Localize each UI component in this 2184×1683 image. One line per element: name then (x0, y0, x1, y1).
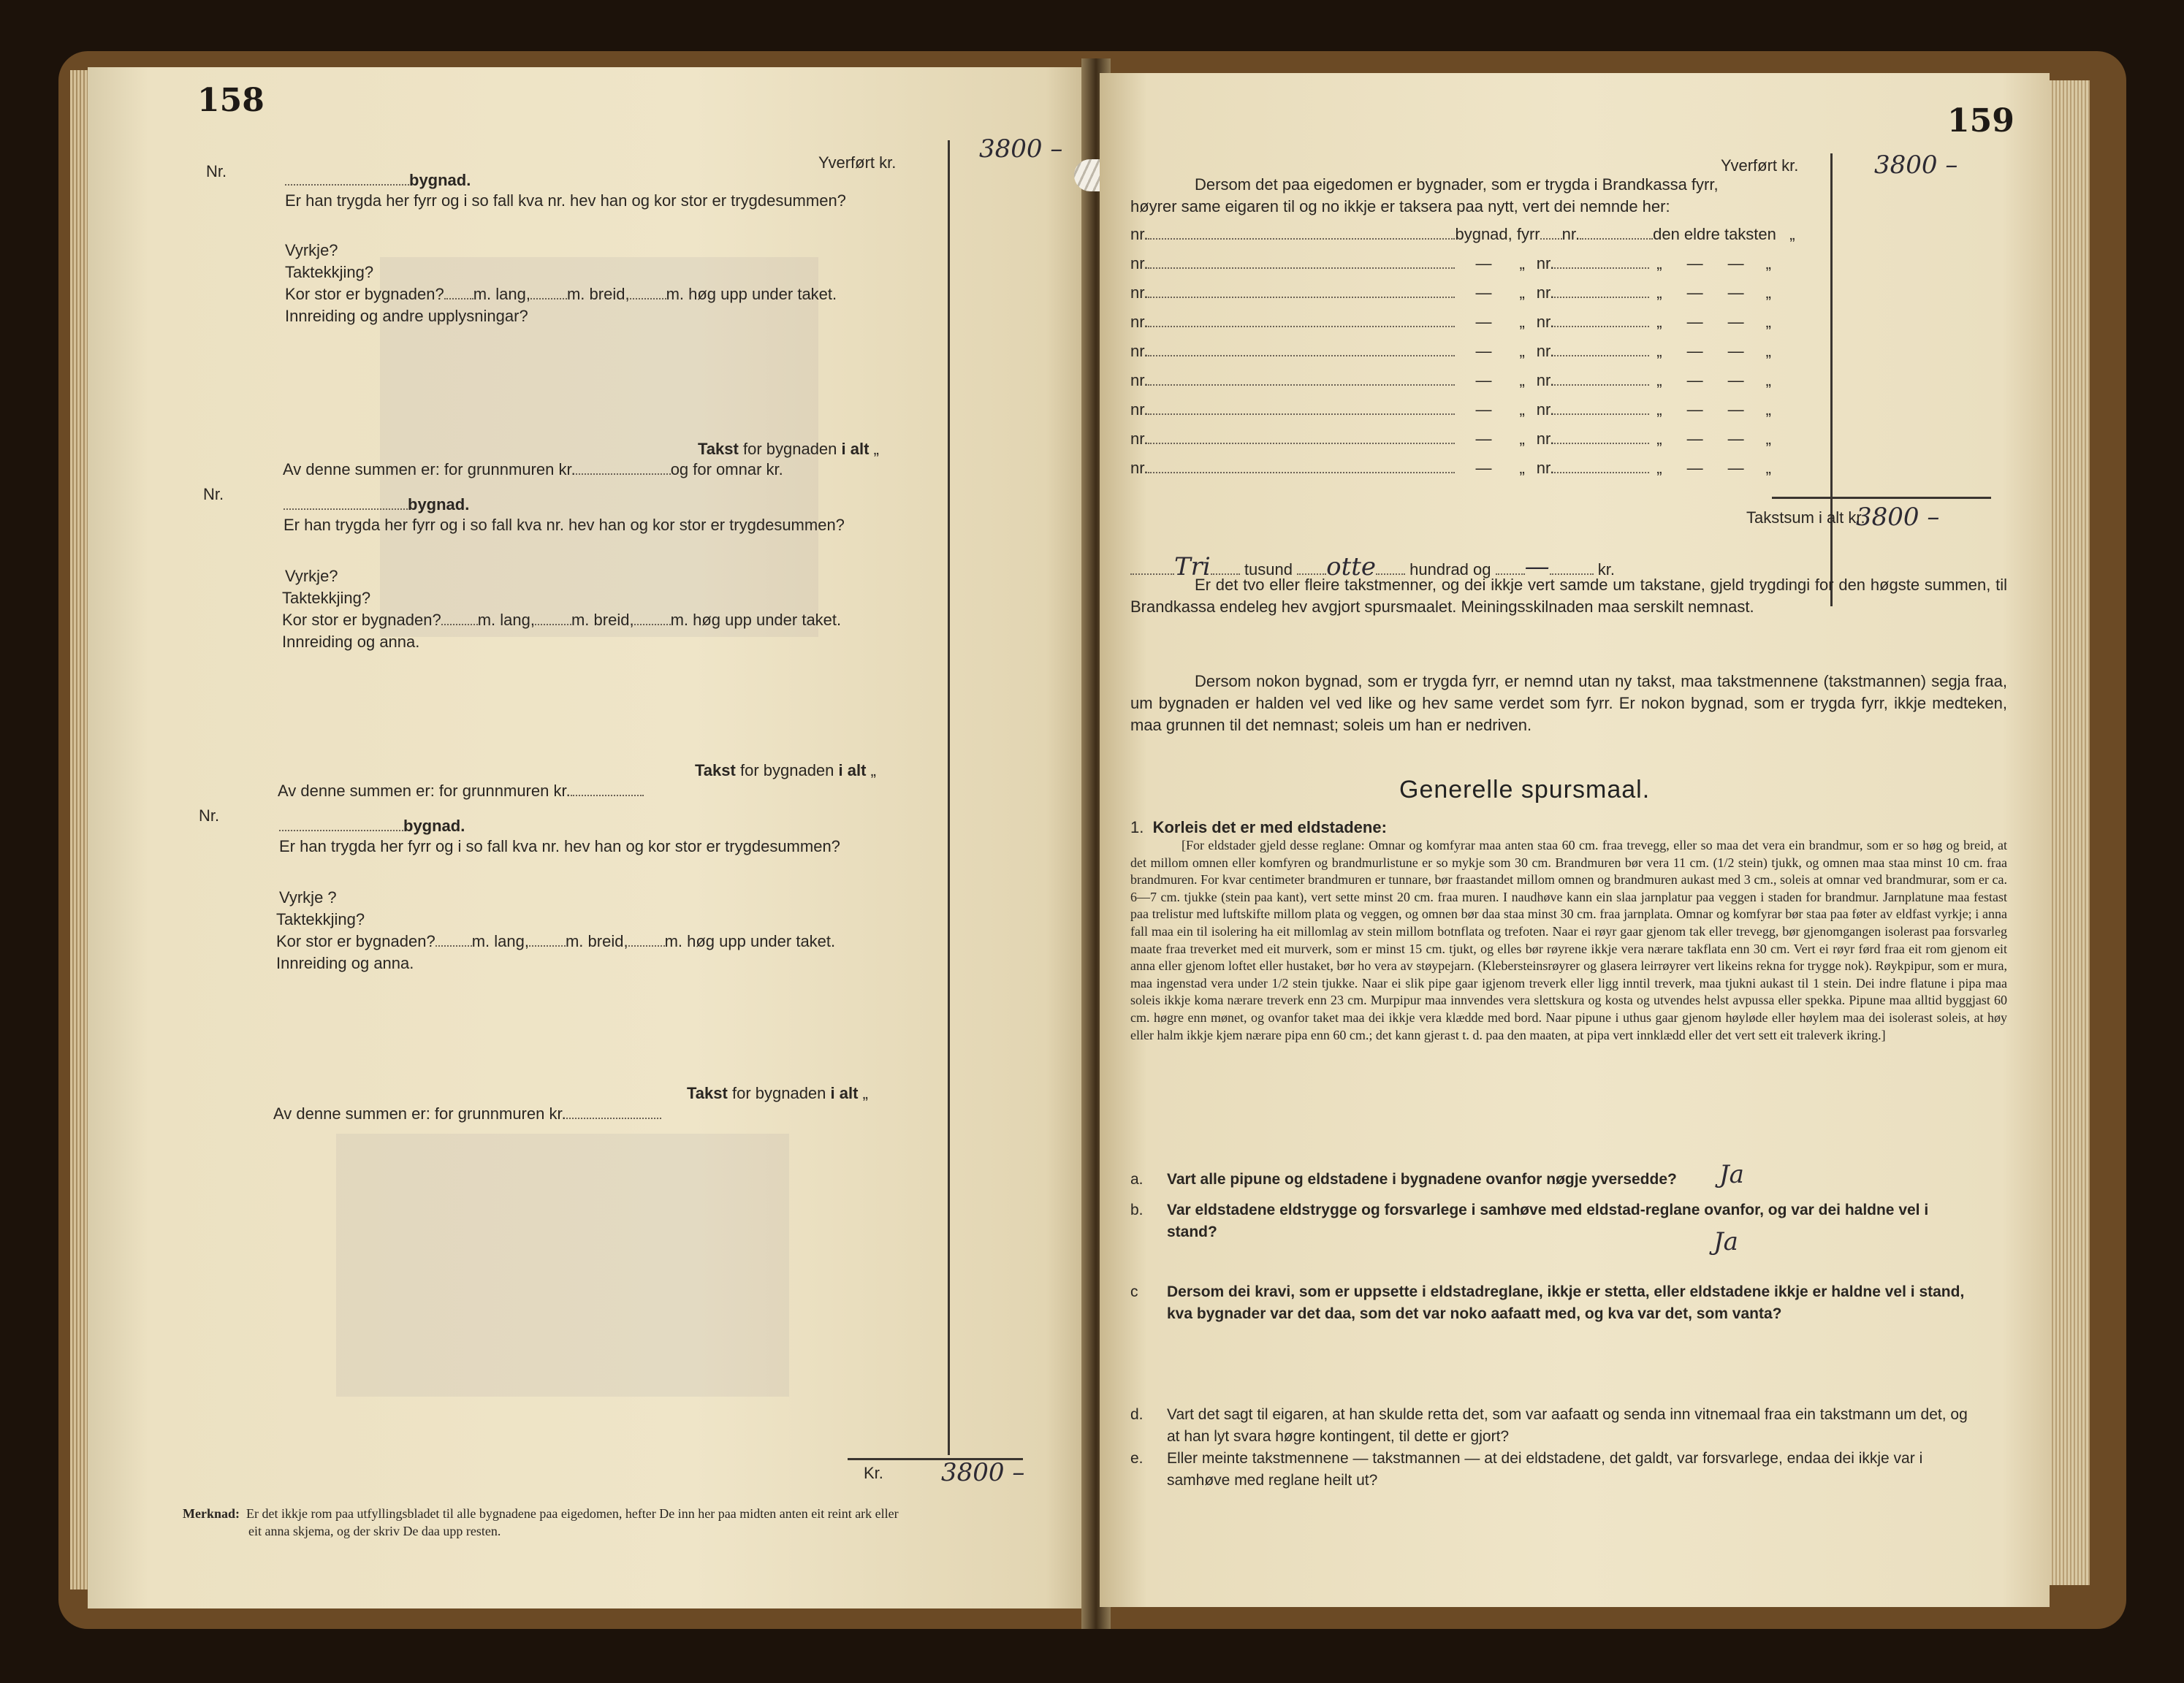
prev-building-row: nr. — „ nr. „ — — „ (1130, 459, 1771, 477)
av-denne-line: Av denne summen er: for grunnmuren kr. (273, 1104, 661, 1123)
vyrkje-question: Vyrkje? (285, 567, 338, 585)
bygnad-line: bygnad. (284, 495, 469, 514)
question-d-text: Vart det sagt til eigaren, at han skulde retta det, som var aafaatt og senda inn vitnemaal fraa ein takstmann um det, og at han lyt svara høgre kontingent, til dette er gjort? (1167, 1406, 1968, 1445)
left-page (88, 67, 1096, 1608)
paragraph-unassessed: Dersom nokon bygnad, som er trygda fyrr, er nemnd utan ny takst, maa takstmennene (takstmannen) segja fraa, um bygnaden er halden vel ved like og hev same verdet som fyrr. Er nokon bygnad, som er trygda fyrr, ikkje medteken, maa grunnen til det nemnast; soleis um han er nedriven. (1130, 672, 2007, 734)
carried-label: Yverført kr. (818, 153, 897, 172)
prev-building-row: nr. — „ nr. „ — — „ (1130, 254, 1771, 272)
bleed-through (336, 1134, 789, 1397)
page-number: 159 (1947, 102, 2014, 140)
merknad-line-2: eit anna skjema, og der skriv De daa upp resten. (248, 1524, 501, 1538)
size-question: Kor stor er bygnaden? m. lang, m. breid, m. høg upp under taket. (282, 611, 842, 629)
bygnad-label: bygnad. (409, 171, 471, 189)
takstsum-amount: 3800 – (1856, 503, 1940, 532)
nr-label: Nr. (203, 485, 224, 503)
takstsum-label: Takstsum i alt kr. (1746, 508, 1865, 527)
av-denne-line: Av denne summen er: for grunnmuren kr. (278, 782, 644, 801)
vyrkje-question: Vyrkje? (285, 241, 338, 259)
paragraph-assessors: Er det tvo eller fleire takstmenner, og dei ikkje vert samde um takstane, gjeld trygdingi for den høgste summen, til Brandkassa endeleg hev avgjort spursmaalet. Meiningsskilnaden maa serskilt nemnast. (1130, 576, 2007, 616)
prev-building-row: nr. — „ nr. „ — — „ (1130, 430, 1771, 448)
nr-label: Nr. (206, 162, 227, 180)
amount-column-rule (1830, 153, 1833, 606)
intro-line-1: Dersom det paa eigedomen er bygnader, som er trygda i Brandkassa fyrr, (1195, 175, 1719, 194)
prev-building-row: nr. — „ nr. „ — — „ (1130, 283, 1771, 302)
prev-building-row: nr. bygnad, fyrr nr. den eldre taksten „ (1130, 225, 1795, 243)
taktekkjing-question: Taktekkjing? (285, 263, 374, 281)
total-label: Kr. (864, 1464, 883, 1482)
vyrkje-question: Vyrkje ? (279, 888, 337, 907)
question-a-text: Vart alle pipune og eldstadene i bygnadene ovanfor nøgje yversedde? (1167, 1171, 1677, 1188)
insured-question: Er han trygda her fyrr og i so fall kva nr. hev han og kor stor er trygdesummen? (284, 516, 845, 534)
innreiding-question: Innreiding og anna. (282, 633, 420, 651)
innreiding-question: Innreiding og andre upplysningar? (285, 307, 528, 325)
answer-a: Ja (1719, 1160, 1744, 1189)
question-c-text: Dersom dei kravi, som er uppsette i eldstadreglane, ikkje er stetta, eller eldstadene ikkje er haldne vel i stand, kva bygnader var det daa, som det var noko aafaatt med, og kva var det, som vanta? (1167, 1283, 1965, 1322)
page-edges-right (2046, 80, 2090, 1585)
insured-question: Er han trygda her fyrr og i so fall kva nr. hev han og kor stor er trygdesummen? (279, 837, 840, 855)
prev-building-row: nr. — „ nr. „ — — „ (1130, 313, 1771, 331)
bygnad-line: bygnad. (279, 817, 465, 836)
question-b-text: Var eldstadene eldstrygge og forsvarlege i samhøve med eldstad-reglane ovanfor, og var dei haldne vel i stand? (1167, 1202, 1929, 1240)
answer-b: Ja (1713, 1227, 1738, 1256)
av-denne-line: Av denne summen er: for grunnmuren kr. og for omnar kr. (283, 460, 783, 478)
taktekkjing-question: Taktekkjing? (282, 589, 371, 607)
amount-column-rule (948, 140, 950, 1455)
prev-building-row: nr. — „ nr. „ — — „ (1130, 400, 1771, 419)
prev-building-row: nr. — „ nr. „ — — „ (1130, 371, 1771, 389)
question-c: c (1130, 1283, 1138, 1300)
takst-line: Takst for bygnaden i alt „ (698, 440, 879, 458)
merknad-line: Merknad: Er det ikkje rom paa utfyllingsbladet til alle bygnadene paa eigedomen, hefter De inn her paa midten anten eit reint ark eller (183, 1506, 899, 1521)
general-questions-heading: Generelle spursmaal. (1399, 776, 1651, 804)
question-e-text: Eller meinte takstmennene — takstmannen — at dei eldstadene, det galdt, var forsvarlege, endaa dei ikkje var i samhøve med reglane heilt ut? (1167, 1450, 1923, 1489)
prev-building-row: nr. — „ nr. „ — — „ (1130, 342, 1771, 360)
bygnad-line (285, 171, 471, 190)
nr-label: Nr. (199, 806, 220, 825)
fireplace-rules: [For eldstader gjeld desse reglane: Omnar og komfyrar maa anten staa 60 cm. fraa trevegg, eller so maa det vera ein brandmur, som er so høg og breid, at det millom omnen eller komfyren og brandmurlistune er so mykje som 30 cm. Brandmuren bør vera 11 cm. (1/2 stein) tjukk, og omnen maa staa minst 10 cm. fraa brandmuren. For kvar centimeter brandmuren er tunnare, bør fraastandet millom omnen og brandmuren aukast med 3 cm., soleis at omnar ved brandmurar, som er ca. 6—7 cm. tjukke (stein paa kant), vert sette minst 20 cm. fraa muren. I naudhøve kann ein slaa jarnplatur paa veggen i staden for brandmur. Jarnplatune maa festast paa trelistur med luftskifte millom plata og veggen, og omnen bør daa staa minst 30 cm. fraa jarnplata. Omnar og komfyrar bør staa paa føter av eldfast vyrkje; i anna fall maa ein til isolering ha eit millomlag av stein millom botnflata og trefoten. Naar ei røyr gaar gjenom tak eller trevegg, bør gjenomgangen isolerast paa forsvarleg maate fraa treverket med eit murverk, som er minst 15 cm. tjukt, og elles bør røyrene ikkje vera nærare takflata enn 30 cm. Vert ei røyr førd fraa eit rom gjenom eit anna eller gjenom loftet eller hustaket, bør ho vera av støypejarn. (Klebersteinsrøyrer og glasera leirrøyrer vert likeins rekna for trygge nok). Røykpipur, som er mura, maa ingenstad vera under 1/2 stein tjukke. Naar ei slik pipe gaar igjenom treverk eller ligg inntil treverk, maa tjukni aukast til 1 stein. Dei indre flatune i pipa maa soleis ikkje koma nærare treverk enn 23 cm. Murpipur maa innvendes vera slettskura og kosta og utvendes helst avpussa eller spekka. Pipune maa alltid byggjast 60 cm. høgre enn mønet, og ovanfor taket maa dei ikkje vera klædde med bord. Naar pipune i uthus gaar gjenom høyløde eller høylem maa dei isolerast soleis, at høy eller halm ikkje kjem nærare pipa enn 60 cm.; det kann gjerast t. d. paa den maaten, at pipa vert innklædd eller det vert sett eit traleverk ikring.] (1130, 838, 2007, 1042)
taktekkjing-question: Taktekkjing? (276, 910, 365, 928)
innreiding-question: Innreiding og anna. (276, 954, 414, 972)
size-question: Kor stor er bygnaden? m. lang, m. breid, m. høg upp under taket. (285, 285, 837, 303)
total-amount: 3800 – (941, 1458, 1025, 1487)
intro-line-2: høyrer same eigaren til og no ikkje er taksera paa nytt, vert dei nemnde her: (1130, 197, 1670, 215)
sum-rule (1772, 497, 1991, 499)
question-1: 1. Korleis det er med eldstadene: (1130, 818, 1387, 836)
question-b: b. (1130, 1202, 1144, 1218)
question-e: e. (1130, 1450, 1144, 1467)
amount-in-words: Tri tusund otte hundrad og — kr. (1130, 552, 1615, 581)
question-d: d. (1130, 1406, 1144, 1423)
size-question: Kor stor er bygnaden? m. lang, m. breid, m. høg upp under taket. (276, 932, 836, 950)
takst-line: Takst for bygnaden i alt „ (695, 761, 876, 779)
page-number: 158 (197, 82, 265, 119)
insured-question: Er han trygda her fyrr og i so fall kva nr. hev han og kor stor er trygdesummen? (285, 191, 846, 210)
question-a: a. (1130, 1171, 1144, 1188)
takst-line: Takst for bygnaden i alt „ (687, 1084, 868, 1102)
right-page (1100, 73, 2050, 1607)
carried-amount: 3800 – (1874, 150, 1958, 180)
carried-label: Yverført kr. (1721, 156, 1799, 175)
carried-amount: 3800 – (979, 134, 1063, 164)
